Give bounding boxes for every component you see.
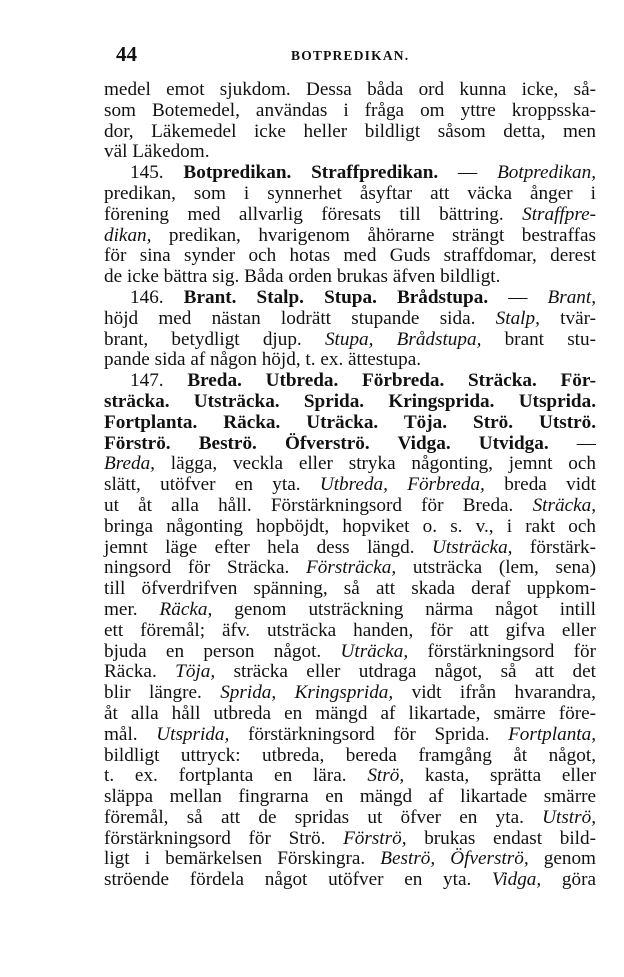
text-line: [104, 205, 596, 226]
text-run: förstärkningsord för Sprida.: [229, 723, 509, 745]
text-line: [104, 184, 596, 205]
italic-term: Utbreda, Förbreda,: [319, 474, 485, 496]
text-line: [104, 496, 596, 517]
text-line: [104, 226, 596, 247]
text-line: [104, 330, 596, 351]
text-line: [104, 475, 596, 496]
text-run: förening med allvarlig föresats till bättring. Straffpre-: [104, 203, 596, 225]
text-line: [104, 371, 596, 392]
italic-term: Strö,: [367, 765, 405, 787]
text-run: pande sida af någon höjd, t. ex. ättestupa.: [104, 349, 422, 371]
text-line: [104, 642, 596, 663]
italic-term: Vidga,: [491, 869, 542, 891]
text-run: släppa mellan fingrarna en mängd af likartade smärre: [104, 786, 596, 808]
text-run: brant, betydligt djup. Stupa, Brådstupa, brant stu-: [104, 328, 596, 350]
text-run: tvär-: [539, 307, 596, 329]
bold-term: Brant. Stalp. Stupa. Brådstupa.: [183, 286, 489, 308]
text-run: förstärk-: [512, 536, 596, 558]
text-run: genom: [528, 848, 596, 870]
text-line: [104, 766, 596, 787]
text-run: blir längre.: [104, 682, 221, 704]
bold-term: sträcka. Utsträcka. Sprida. Kringsprida. Utsprida.: [104, 390, 596, 412]
text-line: [104, 517, 596, 538]
text-run: 147.: [130, 370, 188, 392]
text-run: kasta, sprätta eller: [404, 765, 597, 787]
text-run: lägga, veckla eller stryka någonting, jemnt och: [154, 453, 596, 475]
text-line: [104, 829, 596, 850]
text-run: bildligt uttryck: utbreda, bereda framgång åt något,: [104, 744, 596, 766]
italic-term: Förströ,: [343, 827, 407, 849]
text-run: genom utsträckning närma något intill: [212, 598, 597, 620]
text-line: [104, 579, 596, 600]
text-line: [104, 683, 596, 704]
italic-term: Försträcka,: [306, 557, 397, 579]
text-run: för sina synder och hotas med Guds straffdomar, derest: [104, 245, 596, 267]
text-run: föremål, så att de spridas ut öfver en yta.: [104, 806, 543, 828]
text-run: till öfverdrifven spänning, så att skada deraf uppkom-: [104, 578, 596, 600]
italic-term: Breda,: [104, 453, 155, 475]
text-line: [104, 434, 596, 455]
text-line: [104, 163, 596, 184]
running-head: BOTPREDIKAN.: [291, 48, 410, 63]
text-run: ströende fördela något utöfver en yta.: [104, 869, 492, 891]
text-run: medel emot sjukdom. Dessa båda ord kunna icke, så-: [104, 79, 596, 100]
text-run: 145.: [130, 162, 184, 184]
text-run: förstärkningsord för Strö.: [104, 827, 344, 849]
text-run: —: [488, 286, 548, 308]
text-run: ett föremål; äfv. utsträcka handen, för att gifva eller: [104, 619, 596, 641]
text-run: bringa någonting hopböjdt, hopviket o. s. v., i rakt och: [104, 515, 596, 537]
text-run: utsträcka (lem, sena): [396, 557, 596, 579]
text-run: ut åt alla håll. Förstärkningsord för Breda. Sträcka,: [104, 494, 596, 516]
italic-term: Beströ, Öfverströ,: [380, 848, 529, 870]
text-run: som Botemedel, användas i fråga om yttre kroppsska-: [104, 99, 596, 121]
text-run: göra: [541, 869, 597, 891]
italic-term: Utsträcka,: [431, 536, 513, 558]
text-run: predikan, hvarigenom åhörarne strängt bestraffas: [151, 224, 596, 246]
bold-term: Breda. Utbreda. Förbreda. Sträcka. För-: [187, 370, 597, 392]
italic-term: Botpredikan,: [497, 162, 596, 184]
italic-term: Fortplanta,: [508, 723, 597, 745]
body-text: [104, 80, 596, 891]
text-line: [104, 350, 596, 371]
text-run: —: [438, 162, 498, 184]
text-run: ligt i bemärkelsen Förskingra.: [104, 848, 381, 870]
text-run: väl Läkedom.: [104, 141, 210, 163]
italic-term: Stalp,: [495, 307, 540, 329]
text-line: [104, 558, 596, 579]
text-line: [104, 267, 596, 288]
text-line: [104, 101, 596, 122]
text-run: åt alla håll utbreda en mängd af likartade, smärre före-: [104, 702, 596, 724]
text-line: [104, 808, 596, 829]
page-number: 44: [116, 42, 137, 66]
text-line: [104, 392, 596, 413]
text-run: Räcka.: [104, 661, 176, 683]
text-run: —: [548, 432, 596, 454]
text-line: [104, 746, 596, 767]
text-run: predikan, som i synnerhet åsyftar att väcka ånger i: [104, 182, 596, 204]
text-line: [104, 725, 596, 746]
text-run: bjuda en person något.: [104, 640, 341, 662]
text-run: mål.: [104, 723, 157, 745]
page-header: [106, 42, 594, 68]
text-run: förstärkningsord för: [408, 640, 597, 662]
italic-term: Räcka,: [159, 598, 213, 620]
italic-term: dikan,: [104, 224, 152, 246]
text-line: [104, 454, 596, 475]
text-line: [104, 142, 596, 163]
text-line: [104, 787, 596, 808]
italic-term: Uträcka,: [340, 640, 409, 662]
text-run: vidt ifrån hvarandra,: [393, 682, 596, 704]
text-line: [104, 600, 596, 621]
text-run: sträcka eller utdraga något, så att det: [215, 661, 596, 683]
text-run: brukas endast bild-: [406, 827, 596, 849]
text-line: [104, 870, 596, 891]
italic-term: Töja,: [175, 661, 216, 683]
text-line: [104, 122, 596, 143]
text-run: dor, Läkemedel icke heller bildligt såsom detta, men: [104, 120, 596, 142]
text-line: [104, 704, 596, 725]
text-run: slätt, utöfver en yta.: [104, 474, 320, 496]
text-run: de icke bättra sig. Båda orden brukas äfven bildligt.: [104, 266, 501, 288]
text-run: 146.: [130, 286, 184, 308]
italic-term: Brant,: [547, 286, 597, 308]
text-run: höjd med nästan lodrätt stupande sida.: [104, 307, 496, 329]
italic-term: Sprida, Kringsprida,: [220, 682, 394, 704]
bold-term: Fortplanta. Räcka. Uträcka. Töja. Strö. Utströ.: [104, 411, 596, 433]
text-line: [104, 538, 596, 559]
bold-term: Botpredikan. Straffpredikan.: [183, 162, 439, 184]
text-run: jemnt läge efter hela dess längd.: [104, 536, 432, 558]
text-line: [104, 80, 596, 101]
text-line: [104, 288, 596, 309]
text-line: [104, 246, 596, 267]
italic-term: Utströ,: [542, 806, 596, 828]
text-line: [104, 413, 596, 434]
bold-term: Förströ. Beströ. Öfverströ. Vidga. Utvidga.: [104, 432, 549, 454]
text-line: [104, 621, 596, 642]
text-run: ningsord för Sträcka.: [104, 557, 307, 579]
text-line: [104, 309, 596, 330]
text-run: breda vidt: [484, 474, 596, 496]
text-line: [104, 662, 596, 683]
italic-term: Utsprida,: [156, 723, 230, 745]
text-line: [104, 849, 596, 870]
text-run: t. ex. fortplanta en lära.: [104, 765, 368, 787]
text-run: mer.: [104, 598, 160, 620]
